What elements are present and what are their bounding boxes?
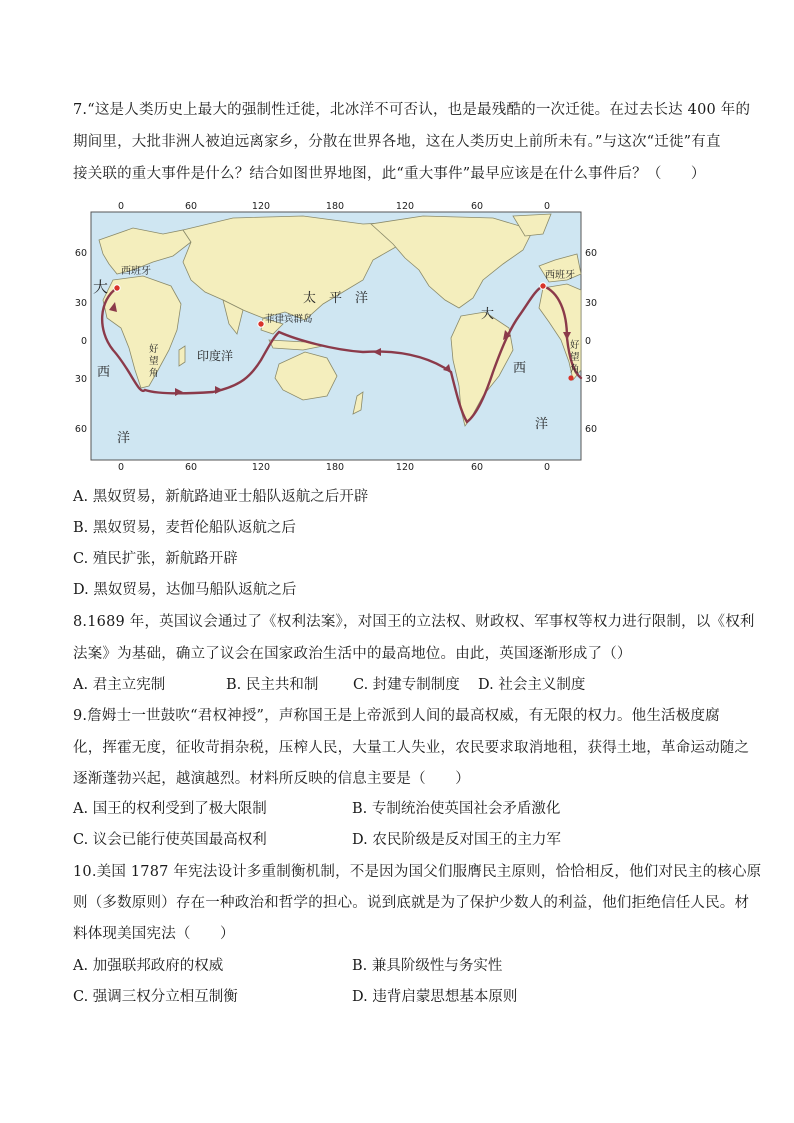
top-tick-4: 120: [395, 201, 415, 212]
q9-option-c: C. 议会已能行使英国最高权利: [73, 832, 267, 848]
bottom-tick-1: 60: [184, 462, 198, 473]
q9-option-d: D. 农民阶级是反对国王的主力军: [352, 832, 561, 848]
q9-option-b: B. 专制统治使英国社会矛盾激化: [352, 801, 561, 817]
right-tick-0: 60: [585, 248, 598, 259]
q8-option-d: D. 社会主义制度: [478, 677, 586, 693]
cape-right-3: 角: [570, 364, 580, 375]
label-atlantic-right-3: 洋: [535, 417, 549, 432]
cape-right-2: 望: [570, 352, 580, 363]
q10-line-2: 则（多数原则）存在一种政治和哲学的担心。说到底就是为了保护少数人的利益，他们拒绝信任人民。材: [73, 895, 750, 911]
q7-option-d: D. 黑奴贸易，达伽马船队返航之后: [73, 582, 297, 598]
left-tick-1: 30: [74, 298, 87, 309]
world-map-figure: [73, 200, 598, 473]
cape-marker-right: [568, 375, 573, 380]
world-map-svg: [73, 200, 598, 473]
bottom-tick-0: 0: [117, 462, 125, 473]
top-tick-1: 60: [184, 201, 198, 212]
left-tick-3: 30: [74, 374, 87, 385]
label-pacific: 太 平 洋: [303, 291, 369, 306]
q8-line-2: 法案》为基础，确立了议会在国家政治生活中的最高地位。由此，英国逐渐形成了（）: [73, 646, 632, 662]
q7-line-3: 接关联的重大事件是什么？结合如图世界地图，此“重大事件”最早应该是在什么事件后？（ ）: [73, 166, 706, 182]
right-tick-4: 60: [585, 424, 598, 435]
top-tick-6: 0: [543, 201, 551, 212]
q9-option-a: A. 国王的权利受到了极大限制: [73, 801, 267, 817]
right-tick-2: 0: [585, 336, 592, 347]
top-tick-3: 180: [325, 201, 345, 212]
right-tick-3: 30: [585, 374, 598, 385]
bottom-tick-2: 120: [251, 462, 271, 473]
q7-option-a: A. 黑奴贸易，新航路迪亚士船队返航之后开辟: [73, 489, 369, 505]
left-tick-0: 60: [74, 248, 87, 259]
top-tick-5: 60: [470, 201, 484, 212]
q8-option-a: A. 君主立宪制: [73, 677, 166, 693]
left-tick-2: 0: [80, 336, 87, 347]
q10-option-c: C. 强调三权分立相互制衡: [73, 989, 238, 1005]
label-indian: 印度洋: [197, 349, 234, 363]
q7-line-1: 7.“这是人类历史上最大的强制性迁徙，北冰洋不可否认，也是最残酷的一次迁徙。在过去长达 400 年的: [73, 102, 751, 118]
spain-marker-left: [114, 285, 120, 291]
q7-option-b: B. 黑奴贸易，麦哲伦船队返航之后: [73, 520, 296, 536]
left-tick-4: 60: [74, 424, 87, 435]
bottom-tick-3: 180: [325, 462, 345, 473]
label-pacific-right: 大: [481, 307, 495, 322]
q9-line-3: 逐渐蓬勃兴起，越演越烈。材料所反映的信息主要是（ ）: [73, 771, 470, 787]
q10-line-3: 料体现美国宪法（ ）: [73, 926, 235, 942]
label-atlantic-right-2: 西: [513, 361, 527, 376]
q7-line-2: 期间里，大批非洲人被迫远离家乡，分散在世界各地，这在人类历史上前所未有。”与这次“迁徙”有直: [73, 134, 721, 150]
cape-right-1: 好: [570, 340, 580, 351]
madagascar: [179, 346, 185, 366]
top-tick-2: 120: [251, 201, 271, 212]
bottom-tick-4: 120: [395, 462, 415, 473]
q8-line-1: 8.1689 年，英国议会通过了《权利法案》，对国王的立法权、财政权、军事权等权力进行限制，以《权利: [73, 614, 755, 630]
q9-line-1: 9.詹姆士一世鼓吹“君权神授”，声称国王是上帝派到人间的最高权威，有无限的权力。他生活极度腐: [73, 708, 720, 724]
label-atlantic-left-3: 洋: [117, 431, 131, 446]
label-atlantic-left-1: 大: [93, 278, 109, 296]
q10-option-a: A. 加强联邦政府的权威: [73, 958, 224, 974]
bottom-tick-6: 0: [543, 462, 551, 473]
philippines-marker: [258, 321, 264, 327]
q8-option-c: C. 封建专制制度: [353, 677, 460, 693]
label-atlantic-left-2: 西: [97, 365, 111, 380]
cape-left-3: 角: [149, 368, 159, 379]
label-spain-left: 西班牙: [121, 266, 151, 277]
cape-left-1: 好: [149, 344, 159, 355]
q8-option-b: B. 民主共和制: [226, 677, 319, 693]
q10-line-1: 10.美国 1787 年宪法设计多重制衡机制，不是因为国父们服膺民主原则，恰恰相反，他们对民主的核心原: [73, 864, 762, 880]
bottom-tick-5: 60: [470, 462, 484, 473]
label-spain-right: 西班牙: [545, 270, 575, 281]
cape-left-2: 望: [149, 356, 159, 367]
q7-option-c: C. 殖民扩张，新航路开辟: [73, 551, 238, 567]
q9-line-2: 化，挥霍无度，征收苛捐杂税，压榨人民，大量工人失业，农民要求取消地租，获得土地，革命运动随之: [73, 740, 750, 756]
right-tick-1: 30: [585, 298, 598, 309]
spain-marker-right: [540, 283, 546, 289]
q10-option-b: B. 兼具阶级性与务实性: [352, 958, 503, 974]
label-philippines: 菲律宾群岛: [265, 314, 313, 325]
top-tick-0: 0: [117, 201, 125, 212]
q10-option-d: D. 违背启蒙思想基本原则: [352, 989, 518, 1005]
